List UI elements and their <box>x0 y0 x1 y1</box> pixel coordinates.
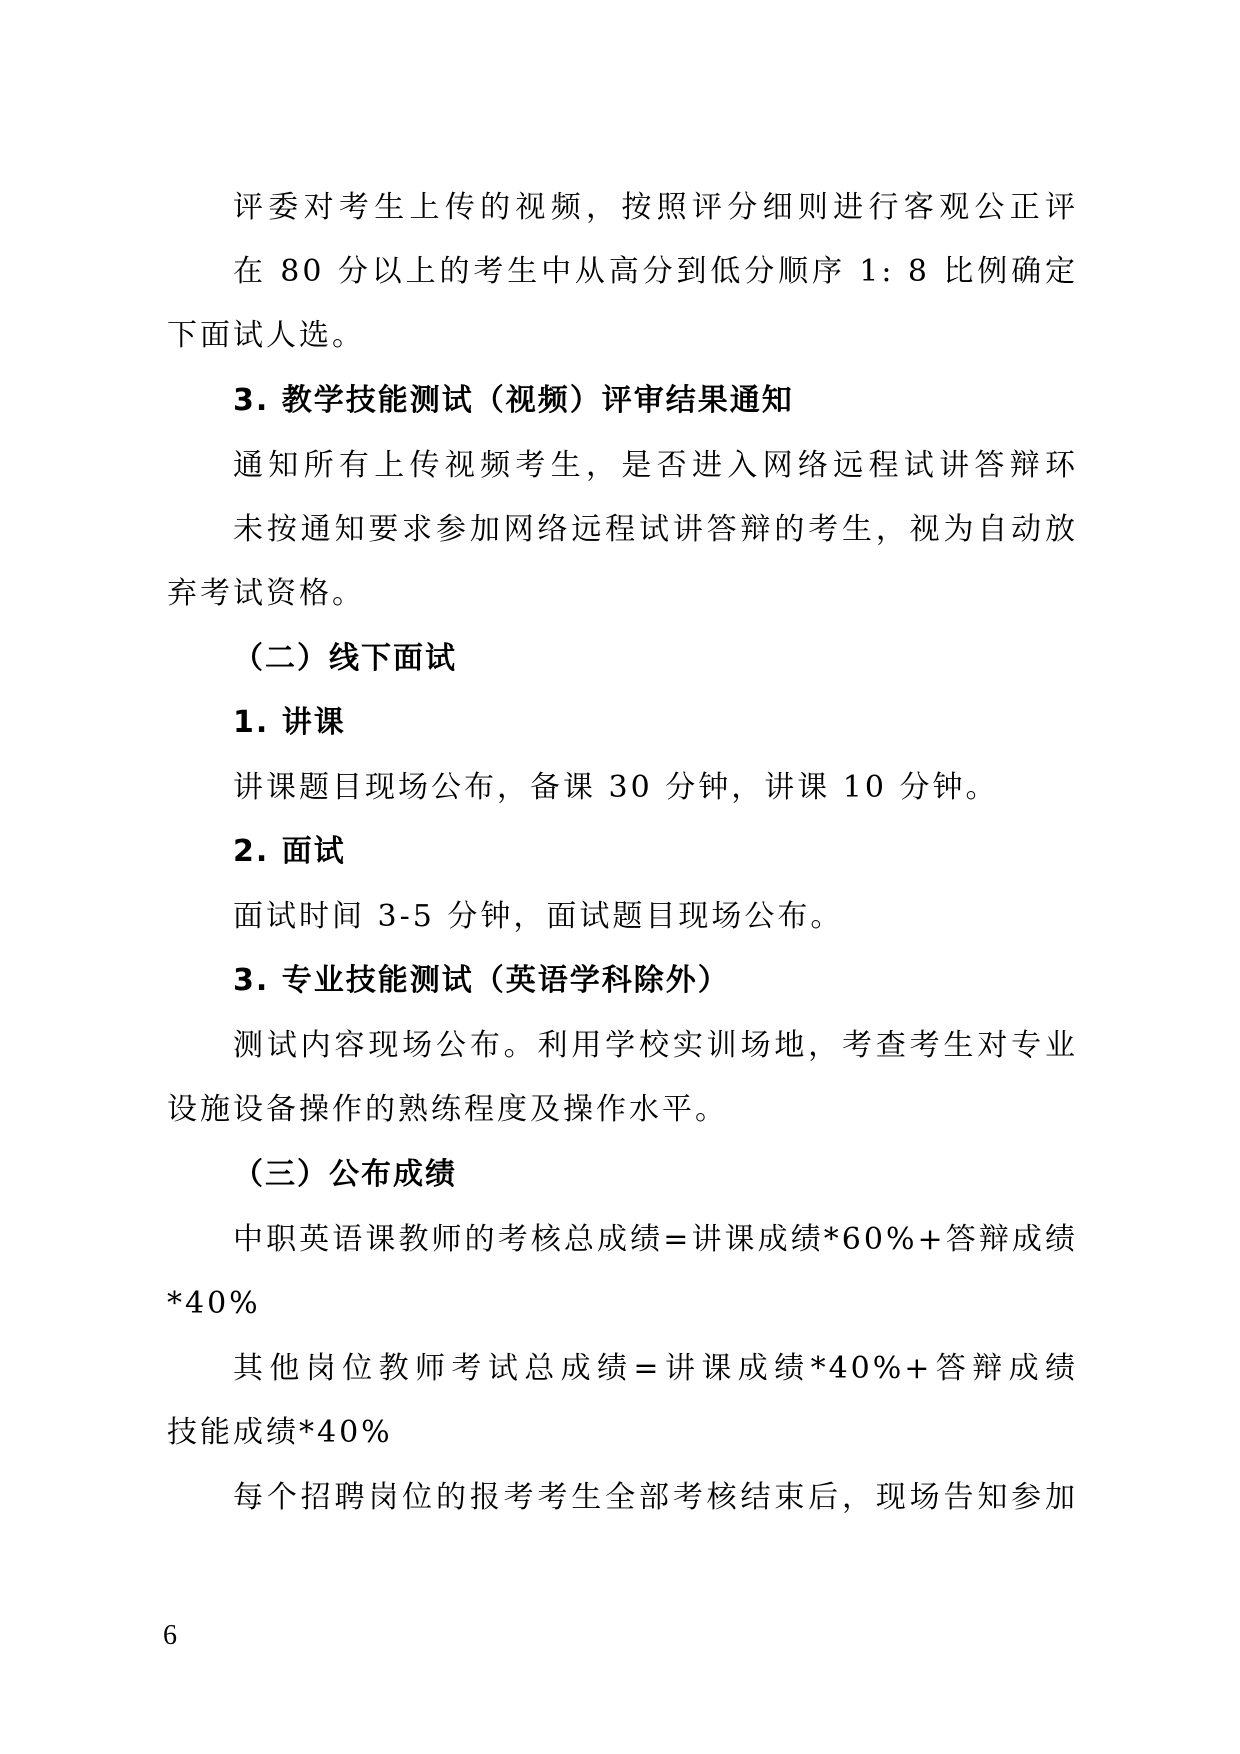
paragraph-line: 其他岗位教师考试总成绩=讲课成绩*40%+答辩成绩 <box>233 1351 1078 1386</box>
paragraph-line: 在 80 分以上的考生中从高分到低分顺序 1: 8 比例确定 <box>233 254 1078 289</box>
paragraph-line: 未按通知要求参加网络远程试讲答辩的考生，视为自动放 <box>233 512 1078 547</box>
paragraph-line: 中职英语课教师的考核总成绩=讲课成绩*60%+答辩成绩 <box>233 1222 1078 1257</box>
paragraph-line: 通知所有上传视频考生，是否进入网络远程试讲答辩环 <box>233 448 1078 483</box>
section-heading: 2. 面试 <box>233 834 346 869</box>
paragraph-line: *40% <box>167 1286 261 1321</box>
paragraph-line: 每个招聘岗位的报考考生全部考核结束后，现场告知参加 <box>233 1480 1078 1515</box>
paragraph-line: 测试内容现场公布。利用学校实训场地，考查考生对专业 <box>233 1028 1078 1063</box>
paragraph-line: 弃考试资格。 <box>167 576 365 611</box>
section-heading: 1. 讲课 <box>233 705 346 740</box>
section-heading: （三）公布成绩 <box>233 1157 457 1192</box>
section-heading: （二）线下面试 <box>233 641 457 676</box>
paragraph-line: 讲课题目现场公布，备课 30 分钟，讲课 10 分钟。 <box>233 770 999 805</box>
paragraph-line: 设施设备操作的熟练程度及操作水平。 <box>167 1092 728 1127</box>
paragraph-line: 下面试人选。 <box>167 318 365 353</box>
paragraph-line: 评委对考生上传的视频，按照评分细则进行客观公正评 <box>233 190 1078 225</box>
paragraph-line: 面试时间 3-5 分钟，面试题目现场公布。 <box>233 899 844 934</box>
section-heading: 3. 教学技能测试（视频）评审结果通知 <box>233 383 794 418</box>
paragraph-line: 技能成绩*40% <box>167 1415 393 1450</box>
page-number: 6 <box>163 1620 177 1651</box>
section-heading: 3. 专业技能测试（英语学科除外） <box>233 963 730 998</box>
